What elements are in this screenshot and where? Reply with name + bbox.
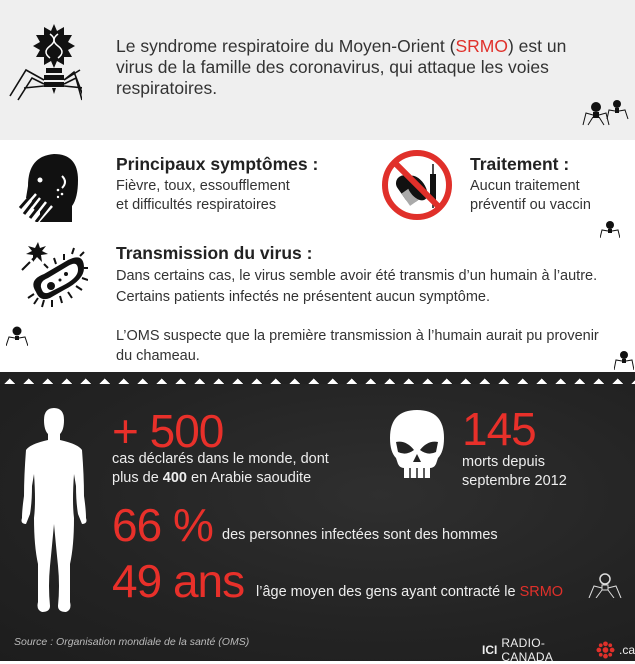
transmission-title: Transmission du virus : [116,243,313,263]
oms-line2: du chameau. [116,348,200,364]
human-silhouette-icon [18,406,90,616]
cases-value: + 500 [112,405,224,457]
treatment-line2: préventif ou vaccin [470,197,591,213]
small-virus-icon [614,350,634,370]
cases-line1: cas déclarés dans le monde, dont [112,451,329,467]
men-value: 66 % [112,499,213,551]
deaths-line1: morts depuis [462,454,546,470]
age-text: l’âge moyen des gens ayant contracté le SRMO [256,584,564,600]
transmission-line2: Certains patients infectés ne présentent aucun symptôme. [116,289,490,305]
srmo-acronym: SRMO [519,584,564,600]
small-virus-icon [6,326,28,346]
symptoms-line2: et difficultés respiratoires [116,197,277,213]
treatment-title: Traitement : [470,154,570,174]
age-value: 49 ans [112,555,245,607]
deaths-value: 145 [462,403,536,455]
srmo-acronym: SRMO [455,36,508,56]
deaths-line2: septembre 2012 [462,473,567,489]
oms-line1: L’OMS suspecte que la première transmission à l’humain aurait pu provenir [116,328,599,344]
cases-line2: plus de 400 en Arabie saoudite [112,470,312,486]
symptoms-line1: Fièvre, toux, essoufflement [116,178,290,194]
source-note: Source : Organisation mondiale de la santé (OMS) [14,636,250,648]
bacteria-icon [18,240,88,308]
intro-text: Le syndrome respiratoire du Moyen-Orient (SRMO) est un virus de la famille des coronavirus, qui attaque les voies respiratoires. [116,36,567,98]
no-medicine-icon [380,148,454,222]
small-virus-icon [600,220,620,238]
small-virus-icon [588,572,622,598]
skull-icon [388,408,446,480]
treatment-line1: Aucun traitement [470,178,580,194]
small-viruses-icon [582,99,630,127]
symptoms-title: Principaux symptômes : [116,154,319,174]
coughing-person-icon [18,150,80,222]
virus-phage-icon [4,22,82,102]
men-text: des personnes infectées sont des hommes [222,527,498,543]
radio-canada-logo[interactable]: ICI RADIO-CANADA .ca [482,636,635,664]
stats-band [0,384,635,661]
transmission-line1: Dans certains cas, le virus semble avoir été transmis d’un humain à l’autre. [116,268,598,284]
zigzag-divider-top [0,128,635,140]
cbc-gem-icon [596,641,615,659]
